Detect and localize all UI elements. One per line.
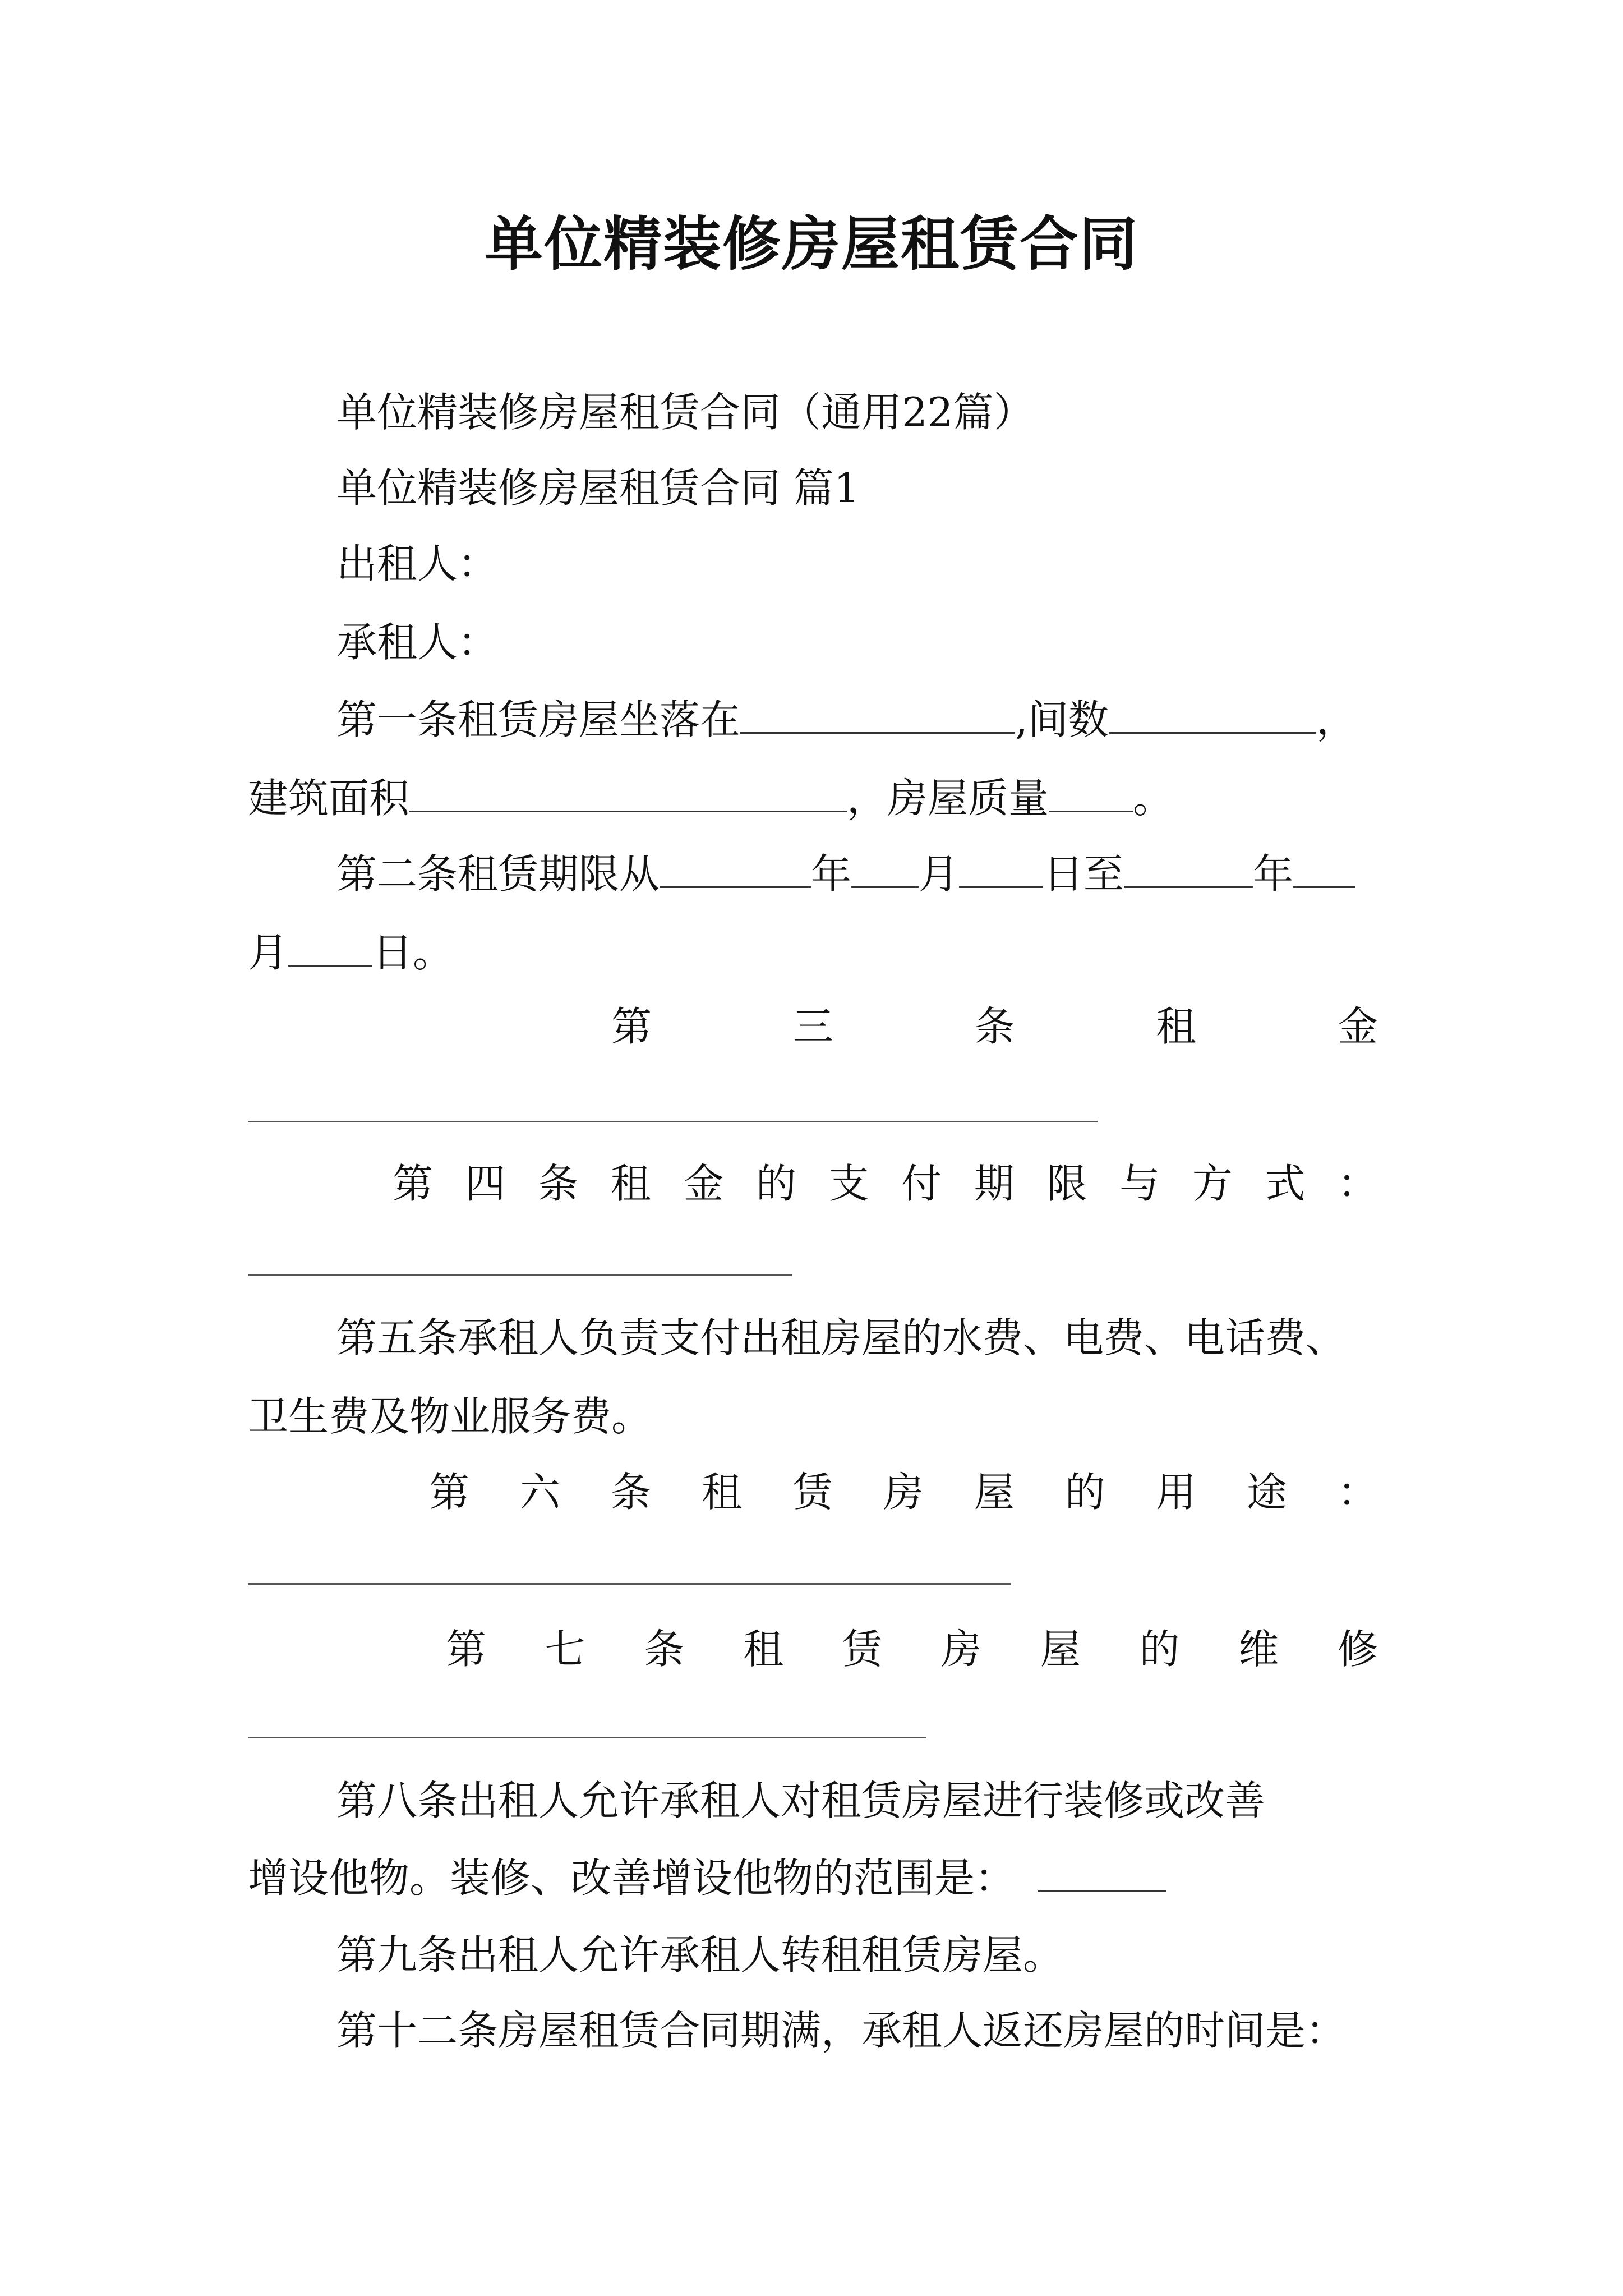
article-4-char: 的 xyxy=(756,1160,797,1207)
end-year-blank[interactable] xyxy=(1124,847,1253,888)
document-title: 单位精装修房屋租赁合同 xyxy=(484,209,1138,278)
article-3-char: 金 xyxy=(1337,1003,1378,1050)
renovation-scope-blank[interactable] xyxy=(1038,1851,1166,1892)
article-4-char: 方 xyxy=(1192,1160,1233,1207)
article-6-char: ： xyxy=(1337,1469,1378,1516)
article-3-char: 三 xyxy=(792,1003,833,1050)
house-quality-blank[interactable] xyxy=(1049,771,1133,812)
article-2-text: 第二条租赁期限从 xyxy=(336,850,660,898)
article-7-char: 第 xyxy=(446,1626,487,1673)
end-day-blank[interactable] xyxy=(288,926,372,967)
article-8-line-2 xyxy=(248,1851,1166,1903)
article-6-char: 屋 xyxy=(974,1469,1015,1516)
location-blank[interactable] xyxy=(740,693,1015,734)
article-3-blank-line[interactable] xyxy=(248,1121,1098,1122)
article-2-text: 日。 xyxy=(372,929,454,976)
article-7-char: 修 xyxy=(1337,1626,1378,1673)
article-5-line-2: 卫生费及物业服务费。 xyxy=(248,1393,652,1440)
article-4-char: 四 xyxy=(465,1160,506,1207)
article-7-char: 条 xyxy=(644,1626,685,1673)
article-7-char: 七 xyxy=(545,1626,585,1673)
article-9: 第九条出租人允许承租人转租租赁房屋。 xyxy=(336,1931,1064,1978)
article-4-char: 期 xyxy=(974,1160,1015,1207)
start-month-blank[interactable] xyxy=(851,847,919,888)
article-1-text: ， xyxy=(1316,696,1357,743)
article-2-text: 日至 xyxy=(1043,850,1124,898)
article-7-blank-line[interactable] xyxy=(248,1737,926,1738)
article-7-char: 维 xyxy=(1238,1626,1279,1673)
article-3-char: 条 xyxy=(974,1003,1015,1050)
article-2-text: 月 xyxy=(248,929,289,976)
article-6-char: 条 xyxy=(610,1469,651,1516)
article-1-text: ，房屋质量 xyxy=(847,775,1049,822)
article-1-line-1 xyxy=(336,693,1357,745)
article-6-char: 赁 xyxy=(792,1469,833,1516)
article-7-char: 屋 xyxy=(1040,1626,1081,1673)
article-7-char: 房 xyxy=(941,1626,982,1673)
room-count-blank[interactable] xyxy=(1109,693,1316,734)
article-6-char: 的 xyxy=(1064,1469,1105,1516)
article-6-char: 第 xyxy=(429,1469,470,1516)
article-2-text: 年 xyxy=(811,850,852,898)
start-day-blank[interactable] xyxy=(959,847,1043,888)
article-1-text: 第一条租赁房屋坐落在 xyxy=(336,696,741,743)
article-7-char: 租 xyxy=(743,1626,783,1673)
article-3-char: 租 xyxy=(1156,1003,1197,1050)
article-7-char: 的 xyxy=(1139,1626,1180,1673)
article-4-heading xyxy=(393,1158,1378,1209)
lessee-label: 承租人： xyxy=(336,619,499,666)
article-2-text: 月 xyxy=(919,850,960,898)
article-12: 第十二条房屋租赁合同期满，承租人返还房屋的时间是： xyxy=(336,2007,1347,2054)
article-1-text: ,间数 xyxy=(1015,696,1109,743)
article-4-char: 租 xyxy=(610,1160,651,1207)
article-1-text: 建筑面积 xyxy=(248,775,410,822)
article-6-blank-line[interactable] xyxy=(248,1583,1011,1585)
article-3-char: 第 xyxy=(611,1003,652,1050)
floor-area-blank[interactable] xyxy=(409,771,847,812)
article-6-char: 六 xyxy=(519,1469,560,1516)
article-4-char: 支 xyxy=(828,1160,869,1207)
article-3-heading xyxy=(611,1001,1378,1052)
article-4-char: 与 xyxy=(1119,1160,1160,1207)
article-4-char: 条 xyxy=(538,1160,579,1207)
article-1-line-2 xyxy=(248,771,1173,823)
article-2-line-2 xyxy=(248,926,453,978)
article-4-char: ： xyxy=(1337,1160,1378,1207)
article-7-char: 赁 xyxy=(842,1626,883,1673)
article-2-text: 年 xyxy=(1253,850,1294,898)
section-heading: 单位精装修房屋租赁合同 篇1 xyxy=(336,464,860,512)
article-7-heading xyxy=(446,1624,1378,1674)
article-6-char: 房 xyxy=(883,1469,924,1516)
article-8-line-1: 第八条出租人允许承租人对租赁房屋进行装修或改善 xyxy=(336,1777,1266,1824)
start-year-blank[interactable] xyxy=(660,847,811,888)
article-4-char: 金 xyxy=(683,1160,724,1207)
document-subtitle: 单位精装修房屋租赁合同（通用22篇） xyxy=(336,389,1034,436)
article-4-char: 第 xyxy=(393,1160,434,1207)
end-month-blank[interactable] xyxy=(1293,847,1355,888)
lessor-label: 出租人： xyxy=(336,540,499,587)
article-4-char: 限 xyxy=(1046,1160,1087,1207)
article-6-heading xyxy=(429,1467,1378,1517)
article-4-char: 式 xyxy=(1265,1160,1306,1207)
article-6-char: 途 xyxy=(1246,1469,1287,1516)
article-4-char: 付 xyxy=(901,1160,942,1207)
article-1-text: 。 xyxy=(1133,775,1174,822)
article-2-line-1 xyxy=(336,847,1355,899)
article-6-char: 用 xyxy=(1155,1469,1196,1516)
article-5-line-1: 第五条承租人负责支付出租房屋的水费、电费、电话费、 xyxy=(336,1314,1347,1361)
article-4-blank-line[interactable] xyxy=(248,1274,792,1276)
article-6-char: 租 xyxy=(701,1469,742,1516)
article-8-text: 增设他物。装修、改善增设他物的范围是： xyxy=(248,1855,1016,1902)
